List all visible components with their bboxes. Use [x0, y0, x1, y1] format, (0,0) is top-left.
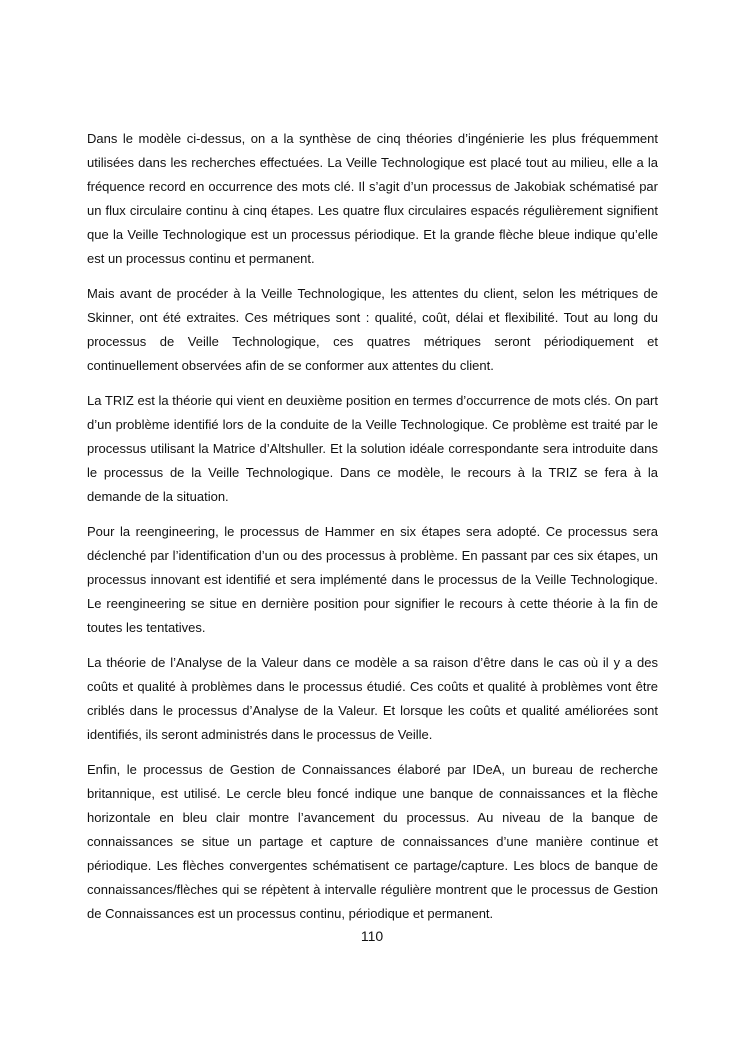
paragraph-triz: La TRIZ est la théorie qui vient en deuxième position en termes d’occurrence de mots clés. On part d’un problème identifié lors de la conduite de la Veille Technologique. Ce problème est traité par le processus utilisant la Matrice d’Altshuller. Et la solution idéale correspondante sera introduite dans le processus de la Veille Technologique. Dans ce modèle, le recours à la TRIZ se fera à la demande de la situation. — [87, 393, 658, 504]
paragraph-synthese-theories: Dans le modèle ci-dessus, on a la synthèse de cinq théories d’ingénierie les plus fréquemment utilisées dans les recherches effectuées. La Veille Technologique est placé tout au milieu, elle a la fréquence record en occurrence des mots clé. Il s’agit d’un processus de Jakobiak schématisé par un flux circulaire continu à cinq étapes. Les quatre flux circulaires espacés régulièrement signifient que la Veille Technologique est un processus périodique. Et la grande flèche bleue indique qu’elle est un processus continu et permanent. — [87, 131, 658, 266]
body-text — [87, 127, 658, 937]
paragraph-reengineering: Pour la reengineering, le processus de Hammer en six étapes sera adopté. Ce processus sera déclenché par l’identification d’un ou des processus à problème. En passant par ces six étapes, un processus innovant est identifié et sera implémenté dans le processus de la Veille Technologique. Le reengineering se situe en dernière position pour signifier le recours à cette théorie à la fin de toutes les tentatives. — [87, 524, 658, 635]
paragraph-metriques-skinner: Mais avant de procéder à la Veille Technologique, les attentes du client, selon les métriques de Skinner, ont été extraites. Ces métriques sont : qualité, coût, délai et flexibilité. Tout au long du processus de Veille Technologique, ces quatres métriques seront périodiquement et continuellement observées afin de se conformer aux attentes du client. — [87, 286, 658, 373]
page-number: 110 — [360, 928, 384, 944]
paragraph-gestion-connaissances: Enfin, le processus de Gestion de Connaissances élaboré par IDeA, un bureau de recherche britannique, est utilisé. Le cercle bleu foncé indique une banque de connaissances et la flèche horizontale en bleu clair montre l’avancement du processus. Au niveau de la banque de connaissances se situe un partage et capture de connaissances d’une manière continue et périodique. Les flèches convergentes schématisent ce partage/capture. Les blocs de banque de connaissances/flèches qui se répètent à intervalle régulière montrent que le processus de Gestion de Connaissances est un processus continu, périodique et permanent. — [87, 762, 658, 921]
paragraph-analyse-valeur: La théorie de l’Analyse de la Valeur dans ce modèle a sa raison d’être dans le cas où il y a des coûts et qualité à problèmes dans le processus étudié. Ces coûts et qualité à problèmes vont être criblés dans le processus d’Analyse de la Valeur. Et lorsque les coûts et qualité améliorées sont identifiés, ils seront administrés dans le processus de Veille. — [87, 655, 658, 742]
